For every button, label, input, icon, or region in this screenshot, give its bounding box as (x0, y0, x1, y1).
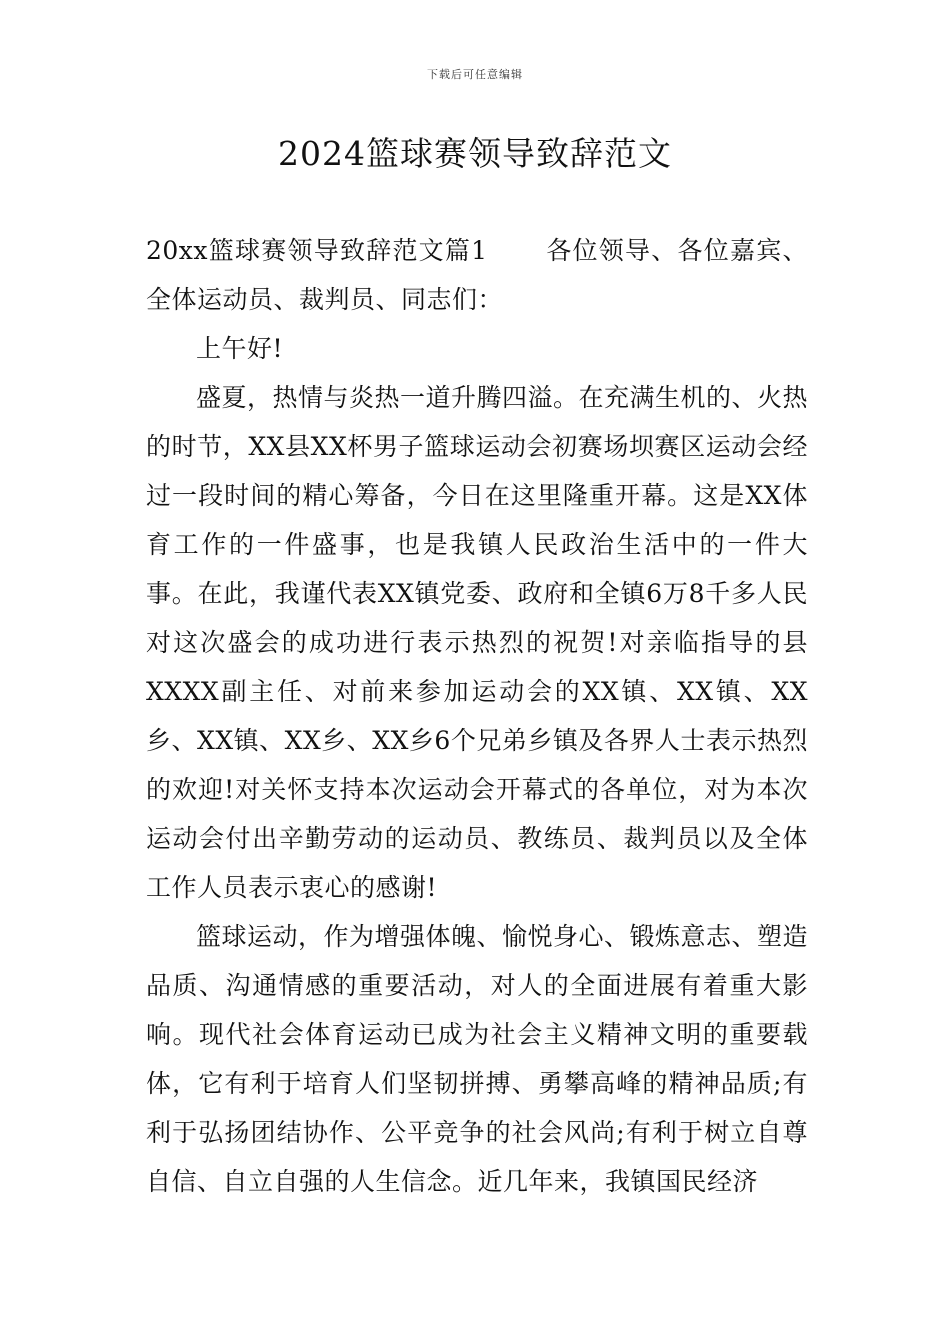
document-body (146, 226, 808, 1206)
intro-heading: 20xx篮球赛领导致辞范文篇1 (146, 236, 488, 265)
paragraph-basketball: 篮球运动，作为增强体魄、愉悦身心、锻炼意志、塑造品质、沟通情感的重要活动，对人的全面进展有着重大影响。现代社会体育运动已成为社会主义精神文明的重要载体，它有利于培育人们坚韧拼搏、勇攀高峰的精神品质;有利于弘扬团结协作、公平竞争的社会风尚;有利于树立自尊自信、自立自强的人生信念。近几年来，我镇国民经济 (146, 922, 809, 1196)
document-title: 2024篮球赛领导致辞范文 (278, 134, 672, 173)
intro-paragraph (146, 226, 808, 324)
page-header-note: 下载后可任意编辑 (427, 68, 523, 81)
paragraph-greeting: 上午好! (196, 334, 284, 363)
intro-salutation: 各位领导、各位嘉宾、全体运动员、裁判员、同志们： (146, 236, 808, 314)
paragraph-welcome: 盛夏，热情与炎热一道升腾四溢。在充满生机的、火热的时节，XX县XX杯男子篮球运动会初赛场坝赛区运动会经过一段时间的精心筹备，今日在这里隆重开幕。这是XX体育工作的一件盛事，也是我镇人民政治生活中的一件大事。在此，我谨代表XX镇党委、政府和全镇6万8千多人民对这次盛会的成功进行表示热烈的祝贺!对亲临指导的县XXXX副主任、对前来参加运动会的XX镇、XX镇、XX乡、XX镇、XX乡、XX乡6个兄弟乡镇及各界人士表示热烈的欢迎!对关怀支持本次运动会开幕式的各单位，对为本次运动会付出辛勤劳动的运动员、教练员、裁判员以及全体工作人员表示衷心的感谢! (146, 383, 809, 902)
